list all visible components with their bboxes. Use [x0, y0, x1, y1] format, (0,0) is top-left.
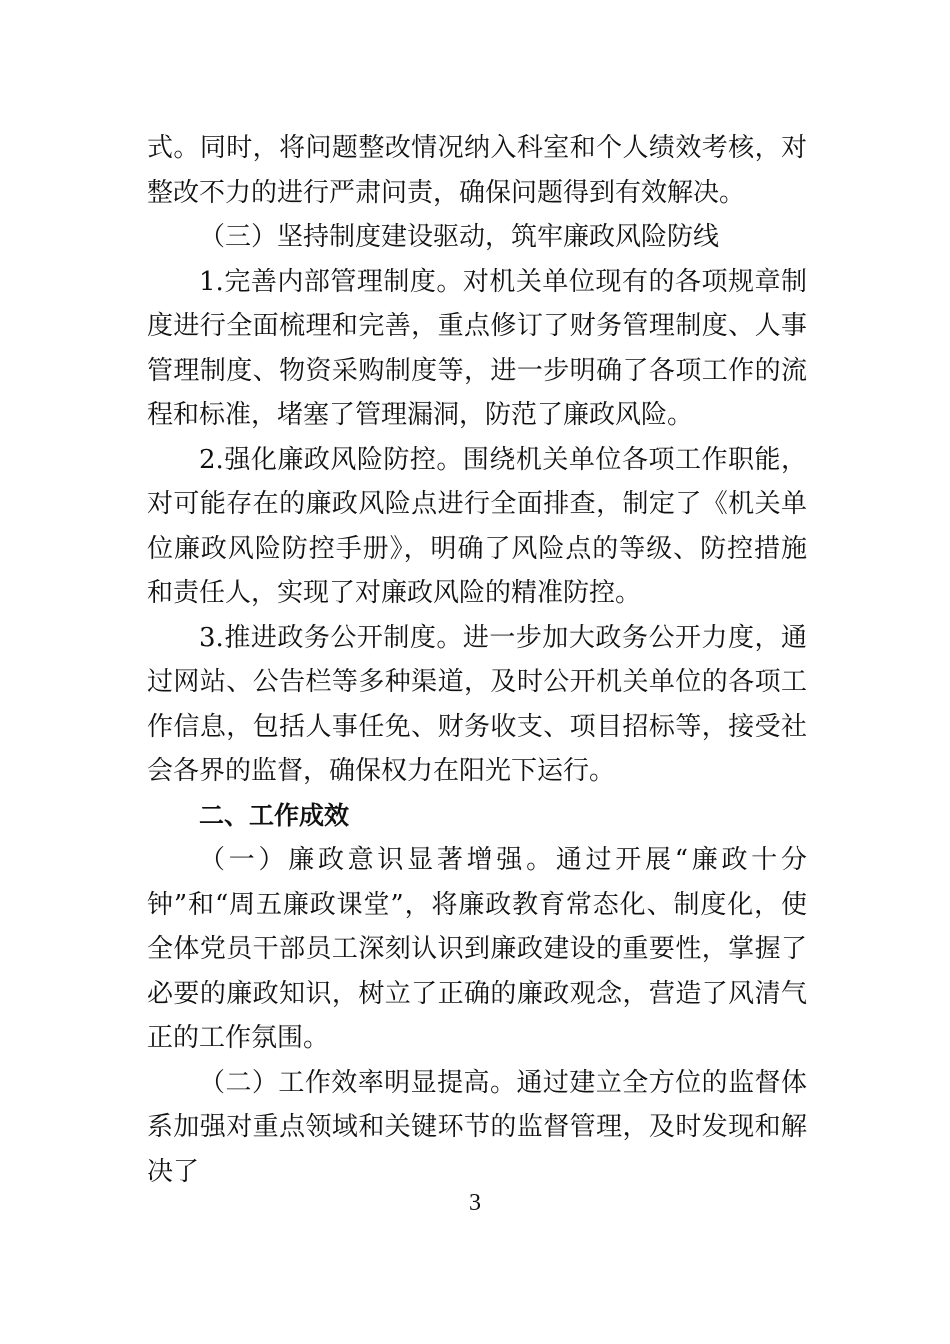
body-text: [147, 126, 807, 1194]
paragraph-awareness: （一）廉政意识显著增强。通过开展“廉政十分钟”和“周五廉政课堂”，将廉政教育常态化、制度化，使全体党员干部员工深刻认识到廉政建设的重要性，掌握了必要的廉政知识，树立了正确的廉政观念，营造了风清气正的工作氛围。: [147, 845, 807, 1053]
page-number: 3: [469, 1190, 481, 1216]
paragraph-continuation: 式。同时，将问题整改情况纳入科室和个人绩效考核，对整改不力的进行严肃问责，确保问题得到有效解决。: [147, 133, 807, 208]
paragraph-internal-management: 1.完善内部管理制度。对机关单位现有的各项规章制度进行全面梳理和完善，重点修订了财务管理制度、人事管理制度、物资采购制度等，进一步明确了各项工作的流程和标准，堵塞了管理漏洞，防范了廉政风险。: [147, 266, 807, 430]
paragraph-risk-control: 2.强化廉政风险防控。围绕机关单位各项工作职能，对可能存在的廉政风险点进行全面排查，制定了《机关单位廉政风险防控手册》，明确了风险点的等级、防控措施和责任人，实现了对廉政风险的精准防控。: [147, 444, 807, 608]
subheading-system-building: （三）坚持制度建设驱动，筑牢廉政风险防线: [199, 222, 720, 252]
paragraph-efficiency: （二）工作效率明显提高。通过建立全方位的监督体系加强对重点领域和关键环节的监督管理，及时发现和解决了: [147, 1067, 807, 1187]
paragraph-government-openness: 3.推进政务公开制度。进一步加大政务公开力度，通过网站、公告栏等多种渠道，及时公开机关单位的各项工作信息，包括人事任免、财务收支、项目招标等，接受社会各界的监督，确保权力在阳光下运行。: [147, 622, 807, 786]
section-heading-results: 二、工作成效: [199, 800, 350, 830]
